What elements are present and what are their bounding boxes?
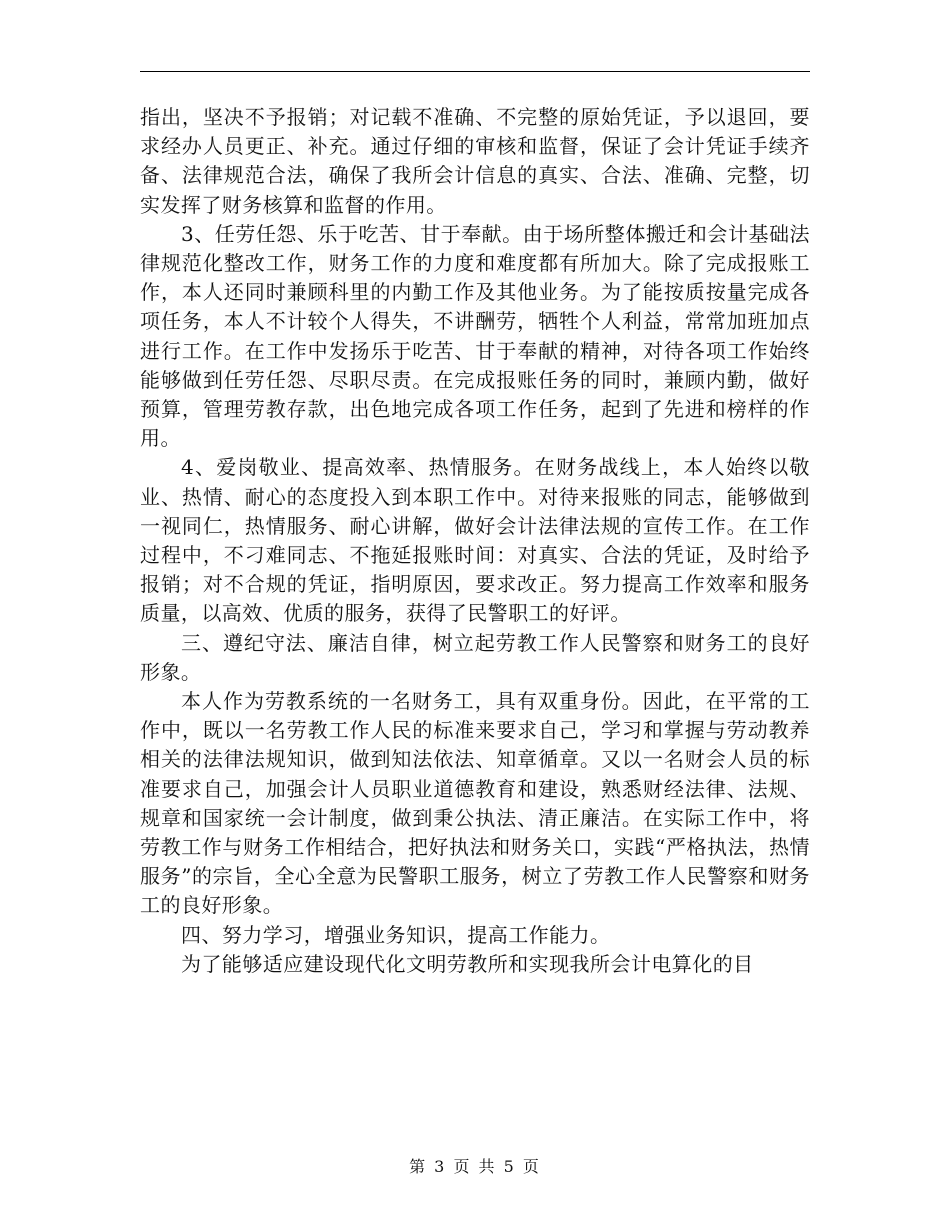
paragraph-item-3: 3、任劳任怨、乐于吃苦、甘于奉献。由于场所整体搬迁和会计基础法律规范化整改工作，财务工作的力度和难度都有所加大。除了完成报账工作，本人还同时兼顾科里的内勤工作及其他业务。为了能按质按量完成各项任务，本人不计较个人得失，不讲酬劳，牺牲个人利益，常常加班加点进行工作。在工作中发扬乐于吃苦、甘于奉献的精神，对待各项工作始终能够做到任劳任怨、尽职尽责。在完成报账任务的同时，兼顾内勤，做好预算，管理劳教存款，出色地完成各项工作任务，起到了先进和榜样的作用。	[140, 221, 810, 451]
paragraph-item-4: 4、爱岗敬业、提高效率、热情服务。在财务战线上，本人始终以敬业、热情、耐心的态度投入到本职工作中。对待来报账的同志，能够做到一视同仁，热情服务、耐心讲解，做好会计法律法规的宣传工作。在工作过程中，不刁难同志、不拖延报账时间：对真实、合法的凭证，及时给予报销；对不合规的凭证，指明原因，要求改正。努力提高工作效率和服务质量，以高效、优质的服务，获得了民警职工的好评。	[140, 455, 810, 626]
section-heading-4: 四、努力学习，增强业务知识，提高工作能力。	[181, 922, 611, 947]
paragraph-continuation: 指出，坚决不予报销；对记载不准确、不完整的原始凭证，予以退回，要求经办人员更正、补充。通过仔细的审核和监督，保证了会计凭证手续齐备、法律规范合法，确保了我所会计信息的真实、合法、准确、完整，切实发挥了财务核算和监督的作用。	[140, 105, 810, 217]
header-rule	[140, 71, 810, 72]
paragraph-section-4-body: 为了能够适应建设现代化文明劳教所和实现我所会计电算化的目	[181, 951, 754, 976]
document-body	[140, 103, 810, 979]
section-heading-3: 三、遵纪守法、廉洁自律，树立起劳教工作人民警察和财务工的良好形象。	[140, 630, 810, 684]
paragraph-section-3-body: 本人作为劳教系统的一名财务工，具有双重身份。因此，在平常的工作中，既以一名劳教工作人民的标准来要求自己，学习和掌握与劳动教养相关的法律法规知识，做到知法依法、知章循章。又以一名财会人员的标准要求自己，加强会计人员职业道德教育和建设，熟悉财经法律、法规、规章和国家统一会计制度，做到秉公执法、清正廉洁。在实际工作中，将劳教工作与财务工作相结合，把好执法和财务关口，实践“严格执法，热情服务”的宗旨，全心全意为民警职工服务，树立了劳教工作人民警察和财务工的良好形象。	[140, 689, 810, 918]
page-footer: 第 3 页 共 5 页	[409, 1157, 541, 1176]
